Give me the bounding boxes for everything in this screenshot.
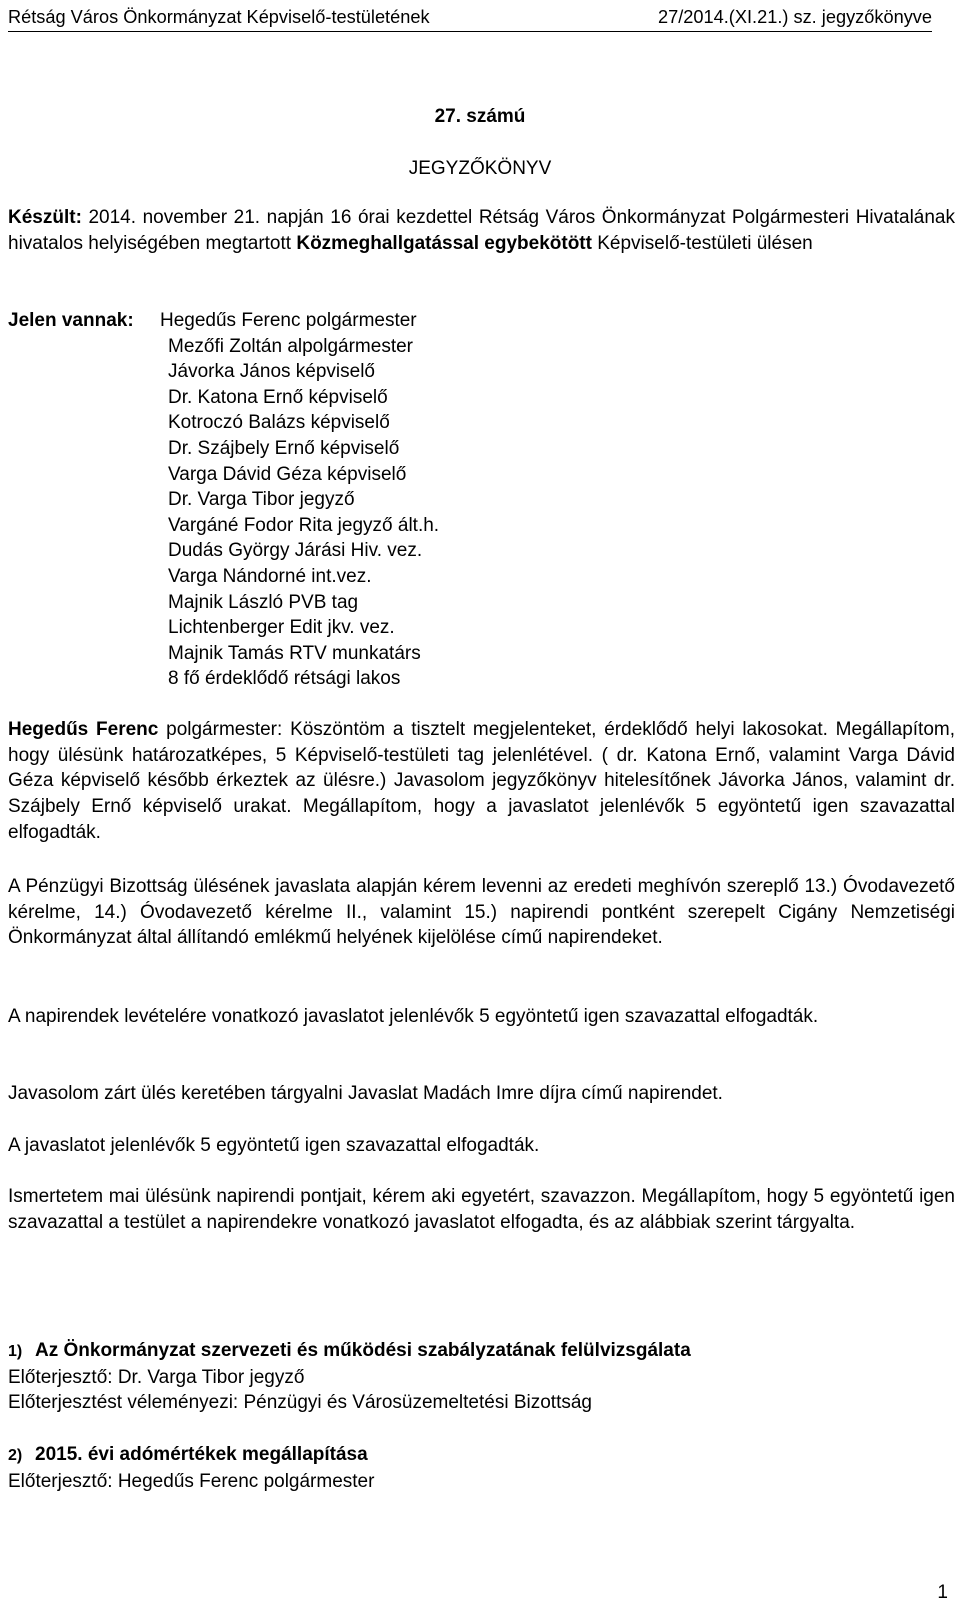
attendees-list xyxy=(160,308,439,692)
attendee-item: Majnik Tamás RTV munkatárs xyxy=(168,642,421,664)
attendees-label: Jelen vannak: xyxy=(8,310,134,331)
made-text-1: 2014. november 21. napján 16 órai kezdettel Rétság Város Önkormányzat Polgármesteri Hivatalának hivatalos helyiségében megtartott xyxy=(8,207,955,254)
agenda-number: 2) xyxy=(8,1447,23,1464)
made-label: Készült: xyxy=(8,207,82,228)
header-minutes-reference: 27/2014.(XI.21.) sz. jegyzőkönyve xyxy=(658,7,932,27)
document-number: 27. számú xyxy=(434,106,526,127)
made-bold-1: Közmeghallgatással egybekötött xyxy=(296,232,592,254)
closed-session-paragraph xyxy=(8,1081,955,1107)
paragraph-text: A javaslatot jelenlévők 5 egyöntetű igen szavazattal elfogadták. xyxy=(8,1135,540,1156)
speaker-name: Hegedűs Ferenc xyxy=(8,719,159,740)
attendee-item: Dudás György Járási Hiv. vez. xyxy=(168,540,423,562)
paragraph-text: Ismertetem mai ülésünk napirendi pontjait, kérem aki egyetért, szavazzon. Megállapítom, hogy 5 egyöntetű igen szavazattal a testület a napirendekre vonatkozó javaslatot elfogadta, és az alábbiak szerint tárgyalta. xyxy=(8,1186,955,1233)
paragraph-text: A napirendek levételére vonatkozó javaslatot jelenlévők 5 egyöntetű igen szavazattal elfogadták. xyxy=(8,1006,819,1027)
agenda-item xyxy=(8,1338,691,1416)
attendee-item: Dr. Szájbely Ernő képviselő xyxy=(168,437,400,459)
paragraph-text: polgármester: Köszöntöm a tisztelt megjelenteket, érdeklődő helyi lakosokat. Megállapítom, hogy ülésünk határozatképes, 5 Képviselő-testületi tag jelenlétével. ( dr. Katona Ernő, valamint Varga Dávid Géza képviselő később érkeztek az ülésre.) Javasolom jegyzőkönyv hitelesítőnek Jávorka János, valamint dr. Szájbely Ernő képviselő urakat. Megállapítom, hogy a javaslatot jelenlévők 5 egyöntetű igen szavazattal elfogadták. xyxy=(8,719,955,843)
attendee-item: Jávorka János képviselő xyxy=(168,361,375,383)
agenda-title: 2015. évi adómértékek megállapítása xyxy=(35,1444,368,1465)
agenda-presenter: Előterjesztő: Hegedűs Ferenc polgármester xyxy=(8,1470,375,1492)
finance-committee-paragraph xyxy=(8,874,955,951)
document-title: JEGYZŐKÖNYV xyxy=(408,158,552,179)
agenda-intro-paragraph xyxy=(8,1184,955,1235)
attendee-item: Vargáné Fodor Rita jegyző ált.h. xyxy=(168,514,440,536)
attendee-item: Hegedűs Ferenc polgármester xyxy=(160,310,417,331)
page-number: 1 xyxy=(937,1582,948,1603)
attendee-item: Mezőfi Zoltán alpolgármester xyxy=(168,335,413,357)
agenda-presenter: Előterjesztő: Dr. Varga Tibor jegyző xyxy=(8,1366,305,1388)
removal-vote-paragraph xyxy=(8,1004,955,1030)
header-council-name: Rétság Város Önkormányzat Képviselő-testületének xyxy=(8,7,430,27)
page-header xyxy=(8,6,932,32)
attendee-item: Dr. Varga Tibor jegyző xyxy=(168,489,355,511)
agenda-item xyxy=(8,1442,374,1494)
attendee-item: Varga Nándorné int.vez. xyxy=(168,565,372,587)
attendee-item: Varga Dávid Géza képviselő xyxy=(168,463,407,485)
attendee-item: Dr. Katona Ernő képviselő xyxy=(168,386,388,408)
attendee-item: Majnik László PVB tag xyxy=(168,591,359,613)
agenda-title: Az Önkormányzat szervezeti és működési szabályzatának felülvizsgálata xyxy=(35,1340,691,1361)
paragraph-text: Javasolom zárt ülés keretében tárgyalni Javaslat Madách Imre díjra című napirendet. xyxy=(8,1083,723,1104)
meeting-description xyxy=(8,205,955,256)
agenda-reviewer: Előterjesztést véleményezi: Pénzügyi és Városüzemeltetési Bizottság xyxy=(8,1392,592,1414)
paragraph-text: A Pénzügyi Bizottság ülésének javaslata alapján kérem levenni az eredeti meghívón szereplő 13.) Óvodavezető kérelme, 14.) Óvodavezető kérelme II., valamint 15.) napirendi pontként szerepelt Cigány Nemzetiségi Önkormányzat által állítandó emlékmű helyének kijelölése című napirendeket. xyxy=(8,876,955,949)
attendee-item: Lichtenberger Edit jkv. vez. xyxy=(168,617,395,639)
mayor-opening-paragraph xyxy=(8,717,955,846)
attendee-item: 8 fő érdeklődő rétsági lakos xyxy=(168,668,401,690)
agenda-number: 1) xyxy=(8,1343,23,1360)
proposal-vote-paragraph xyxy=(8,1133,955,1159)
attendee-item: Kotroczó Balázs képviselő xyxy=(168,412,390,434)
made-text-2: Képviselő-testületi ülésen xyxy=(591,232,813,254)
